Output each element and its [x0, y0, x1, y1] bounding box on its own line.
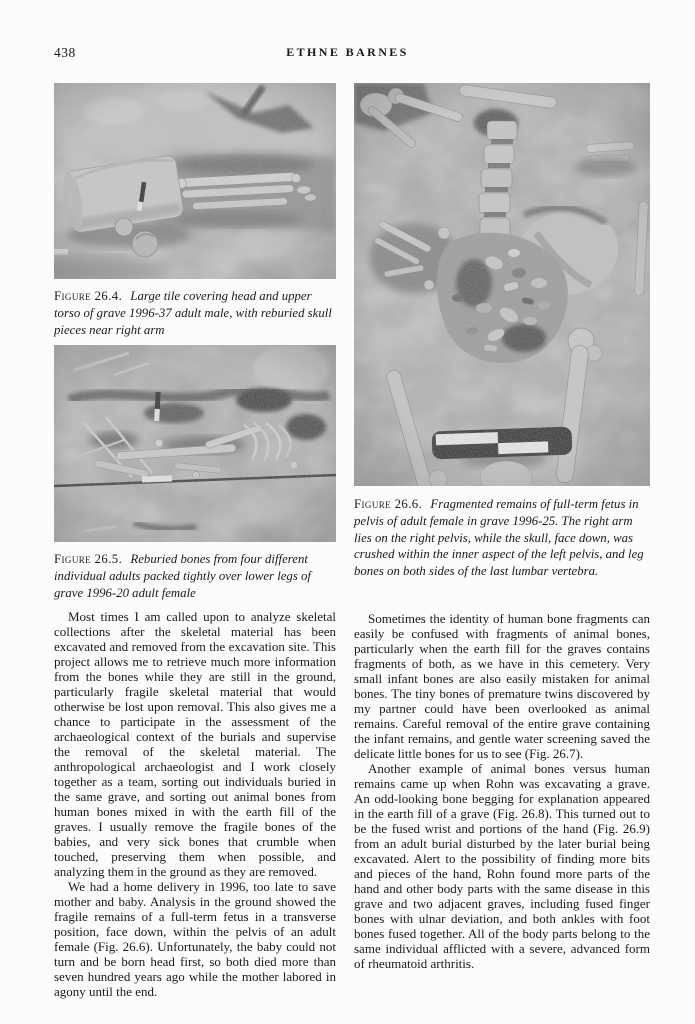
figure-26-6-caption — [354, 496, 650, 580]
page-number: 438 — [54, 45, 76, 60]
excavation-photo-fetus-in-pelvis — [354, 83, 650, 486]
two-column-layout — [54, 83, 650, 999]
figure-26-4-label: Figure 26.4. — [54, 289, 123, 303]
figure-26-4-caption — [54, 288, 336, 338]
excavation-photo-tile-over-grave — [54, 83, 336, 279]
paragraph: We had a home delivery in 1996, too late to save mother and baby. Analysis in the ground showed the fragile remains of a full-term fetus in a transverse position, face down, within the pelvis of an adult female (Fig. 26.6). Unfortunately, the baby could not turn and be born head first, so both died more than seven hundred years ago while the mother labored in agony until the end. — [54, 878, 336, 999]
figure-26-5-caption — [54, 551, 336, 601]
right-column — [354, 83, 650, 999]
left-column-text — [54, 609, 336, 999]
figure-26-4-caption-text: Large tile covering head and upper torso of grave 1996-37 adult male, with reburied skull pieces near right arm — [54, 289, 332, 337]
excavation-photo-reburied-bones — [54, 345, 336, 542]
figure-26-6-label: Figure 26.6. — [354, 497, 423, 511]
figure-26-5-caption-text: Reburied bones from four different individual adults packed tightly over lower legs of grave 1996-20 adult female — [54, 552, 311, 600]
paragraph: Most times I am called upon to analyze skeletal collections after the skeletal material has been excavated and removed from the excavation site. This project allows me to retrieve much more information from the bones while they are still in the ground, particularly fragile skeletal material that would otherwise be lost upon removal. This also gives me a chance to participate in the assessment of the archaeological context of the burials and supervise the removal of the skeletal material. The anthropological archaeologist and I work closely together as a team, sorting out individuals buried in the same grave, and sorting out animal bones from human bones mixed in with the earth fill of the graves. I usually remove the fragile bones of the babies, and very sick bones that crumble when touched, preserving them when possible, and analyzing them in the ground as they are removed. — [54, 608, 336, 879]
paragraph: Sometimes the identity of human bone fragments can easily be confused with fragments of animal bones, particularly when the earth fill for the graves contains fragments of both, as we have in this cemetery. Very small infant bones are also easily mistaken for animal bones. The tiny bones of premature twins discovered by my partner could have been overlooked as animal remains. Careful removal of the entire grave containing the infant remains, and gentle water screening saved the delicate little bones for us to see (Fig. 26.7). — [354, 610, 650, 761]
left-column — [54, 83, 336, 999]
figure-26-6-photo — [354, 83, 650, 486]
page-header — [0, 45, 695, 65]
figure-26-6-caption-text: Fragmented remains of full-term fetus in pelvis of adult female in grave 1996-25. The right arm lies on the right pelvis, while the skull, face down, was crushed within the inner aspect of the left pelvis, and leg bones on both sides of the last lumbar vertebra. — [354, 497, 644, 579]
right-column-text — [354, 611, 650, 971]
figure-26-5-photo — [54, 345, 336, 542]
figure-26-4-photo — [54, 83, 336, 279]
figure-26-5-label: Figure 26.5. — [54, 552, 123, 567]
running-header: ETHNE BARNES — [286, 45, 409, 59]
paragraph: Another example of animal bones versus human remains came up when Rohn was excavating a grave. An odd-looking bone begging for explanation appeared in the earth fill of a grave (Fig. 26.8). This turned out to be the fused wrist and portions of the hand (Fig. 26.9) from an adult burial disturbed by the later burial being excavated. Alert to the possibility of finding more bits and pieces of the hand, Rohn found more parts of the hand and other body parts with the same disease in this grave and two adjacent graves, including fused finger bones with ulnar deviation, and both ankles with foot bones fused together. All of the body parts belong to the same individual afflicted with a severe, advanced form of rheumatoid arthritis. — [354, 760, 650, 971]
